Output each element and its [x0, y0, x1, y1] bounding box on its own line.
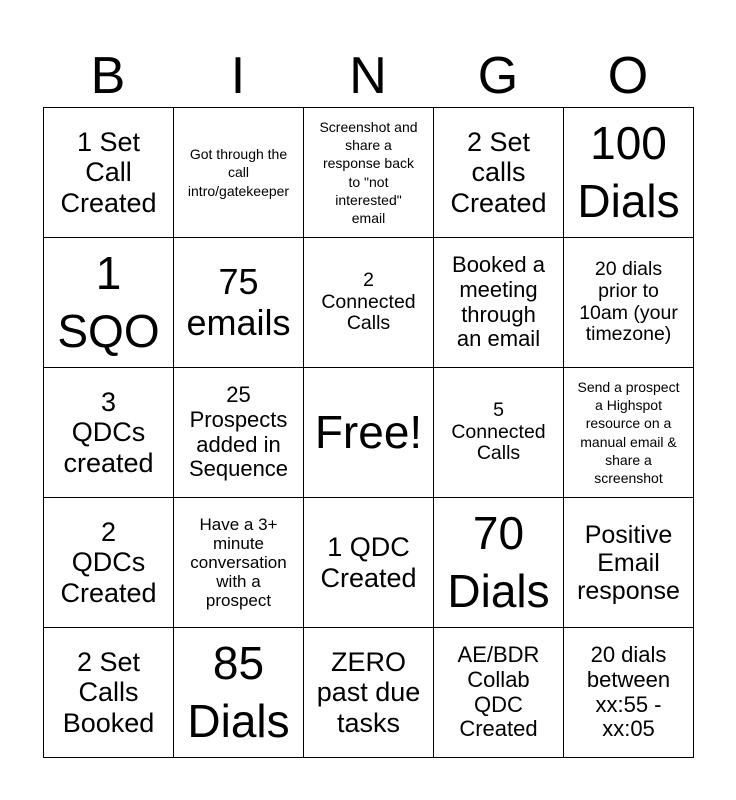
bingo-cell-r5c3[interactable] [304, 628, 434, 758]
bingo-cell-r4c4[interactable] [434, 498, 564, 628]
bingo-cell-r4c3[interactable] [304, 498, 434, 628]
cell-text: 75 emails [186, 261, 291, 343]
cell-text: 1 QDC Created [320, 532, 417, 593]
cell-text: 100 Dials [577, 117, 680, 227]
bingo-cell-r3c2[interactable] [174, 368, 304, 498]
bingo-cell-r4c1[interactable] [44, 498, 174, 628]
bingo-cell-r2c5[interactable] [564, 238, 694, 368]
bingo-cell-r1c2[interactable] [174, 108, 304, 238]
cell-text: Got through the call intro/gatekeeper [187, 146, 290, 199]
header-letter-n: N [349, 47, 387, 105]
cell-text: Booked a meeting through an email [452, 252, 545, 352]
bingo-cell-r1c4[interactable] [434, 108, 564, 238]
cell-text: 25 Prospects added in Sequence [188, 382, 289, 482]
bingo-cell-r2c4[interactable] [434, 238, 564, 368]
header-letter-i: I [230, 47, 246, 105]
cell-text: 2 Connected Calls [321, 268, 416, 335]
bingo-cell-r2c2[interactable] [174, 238, 304, 368]
cell-text: 1 SQO [57, 247, 160, 357]
cell-text: 70 Dials [447, 507, 550, 617]
bingo-cell-r1c1[interactable] [44, 108, 174, 238]
bingo-cell-r3c3[interactable] [304, 368, 434, 498]
cell-text: 20 dials prior to 10am (your timezone) [579, 257, 678, 346]
bingo-cell-r5c2[interactable] [174, 628, 304, 758]
bingo-cell-r3c1[interactable] [44, 368, 174, 498]
cell-text: 85 Dials [187, 637, 290, 747]
bingo-cell-r3c4[interactable] [434, 368, 564, 498]
cell-text: Send a prospect a Highspot resource on a manual email & share a screenshot [577, 378, 680, 486]
bingo-card-grid [43, 107, 694, 758]
bingo-cell-r4c5[interactable] [564, 498, 694, 628]
bingo-cell-r2c3[interactable] [304, 238, 434, 368]
cell-text: 2 Set calls Created [450, 127, 547, 218]
cell-text: Have a 3+ minute conversation with a prospect [190, 514, 287, 611]
cell-text: 2 Set Calls Booked [62, 647, 155, 738]
bingo-cell-r5c1[interactable] [44, 628, 174, 758]
cell-text: 3 QDCs created [63, 387, 154, 478]
free-space-text: Free! [314, 405, 423, 458]
cell-text: Positive Email response [577, 520, 680, 605]
bingo-cell-r3c5[interactable] [564, 368, 694, 498]
cell-text: 5 Connected Calls [451, 398, 546, 465]
bingo-cell-r5c4[interactable] [434, 628, 564, 758]
cell-text: ZERO past due tasks [316, 647, 421, 738]
bingo-header [43, 46, 693, 106]
cell-text: 20 dials between xx:55 - xx:05 [586, 642, 671, 742]
header-letter-g: G [477, 47, 519, 105]
bingo-cell-r2c1[interactable] [44, 238, 174, 368]
cell-text: Screenshot and share a response back to "not interested" email [319, 118, 418, 226]
bingo-cell-r1c5[interactable] [564, 108, 694, 238]
header-letter-o: O [607, 47, 649, 105]
bingo-cell-r4c2[interactable] [174, 498, 304, 628]
cell-text: AE/BDR Collab QDC Created [457, 642, 540, 742]
bingo-cell-r1c3[interactable] [304, 108, 434, 238]
header-letter-b: B [90, 47, 126, 105]
cell-text: 2 QDCs Created [60, 517, 157, 608]
cell-text: 1 Set Call Created [60, 127, 157, 218]
bingo-cell-r5c5[interactable] [564, 628, 694, 758]
